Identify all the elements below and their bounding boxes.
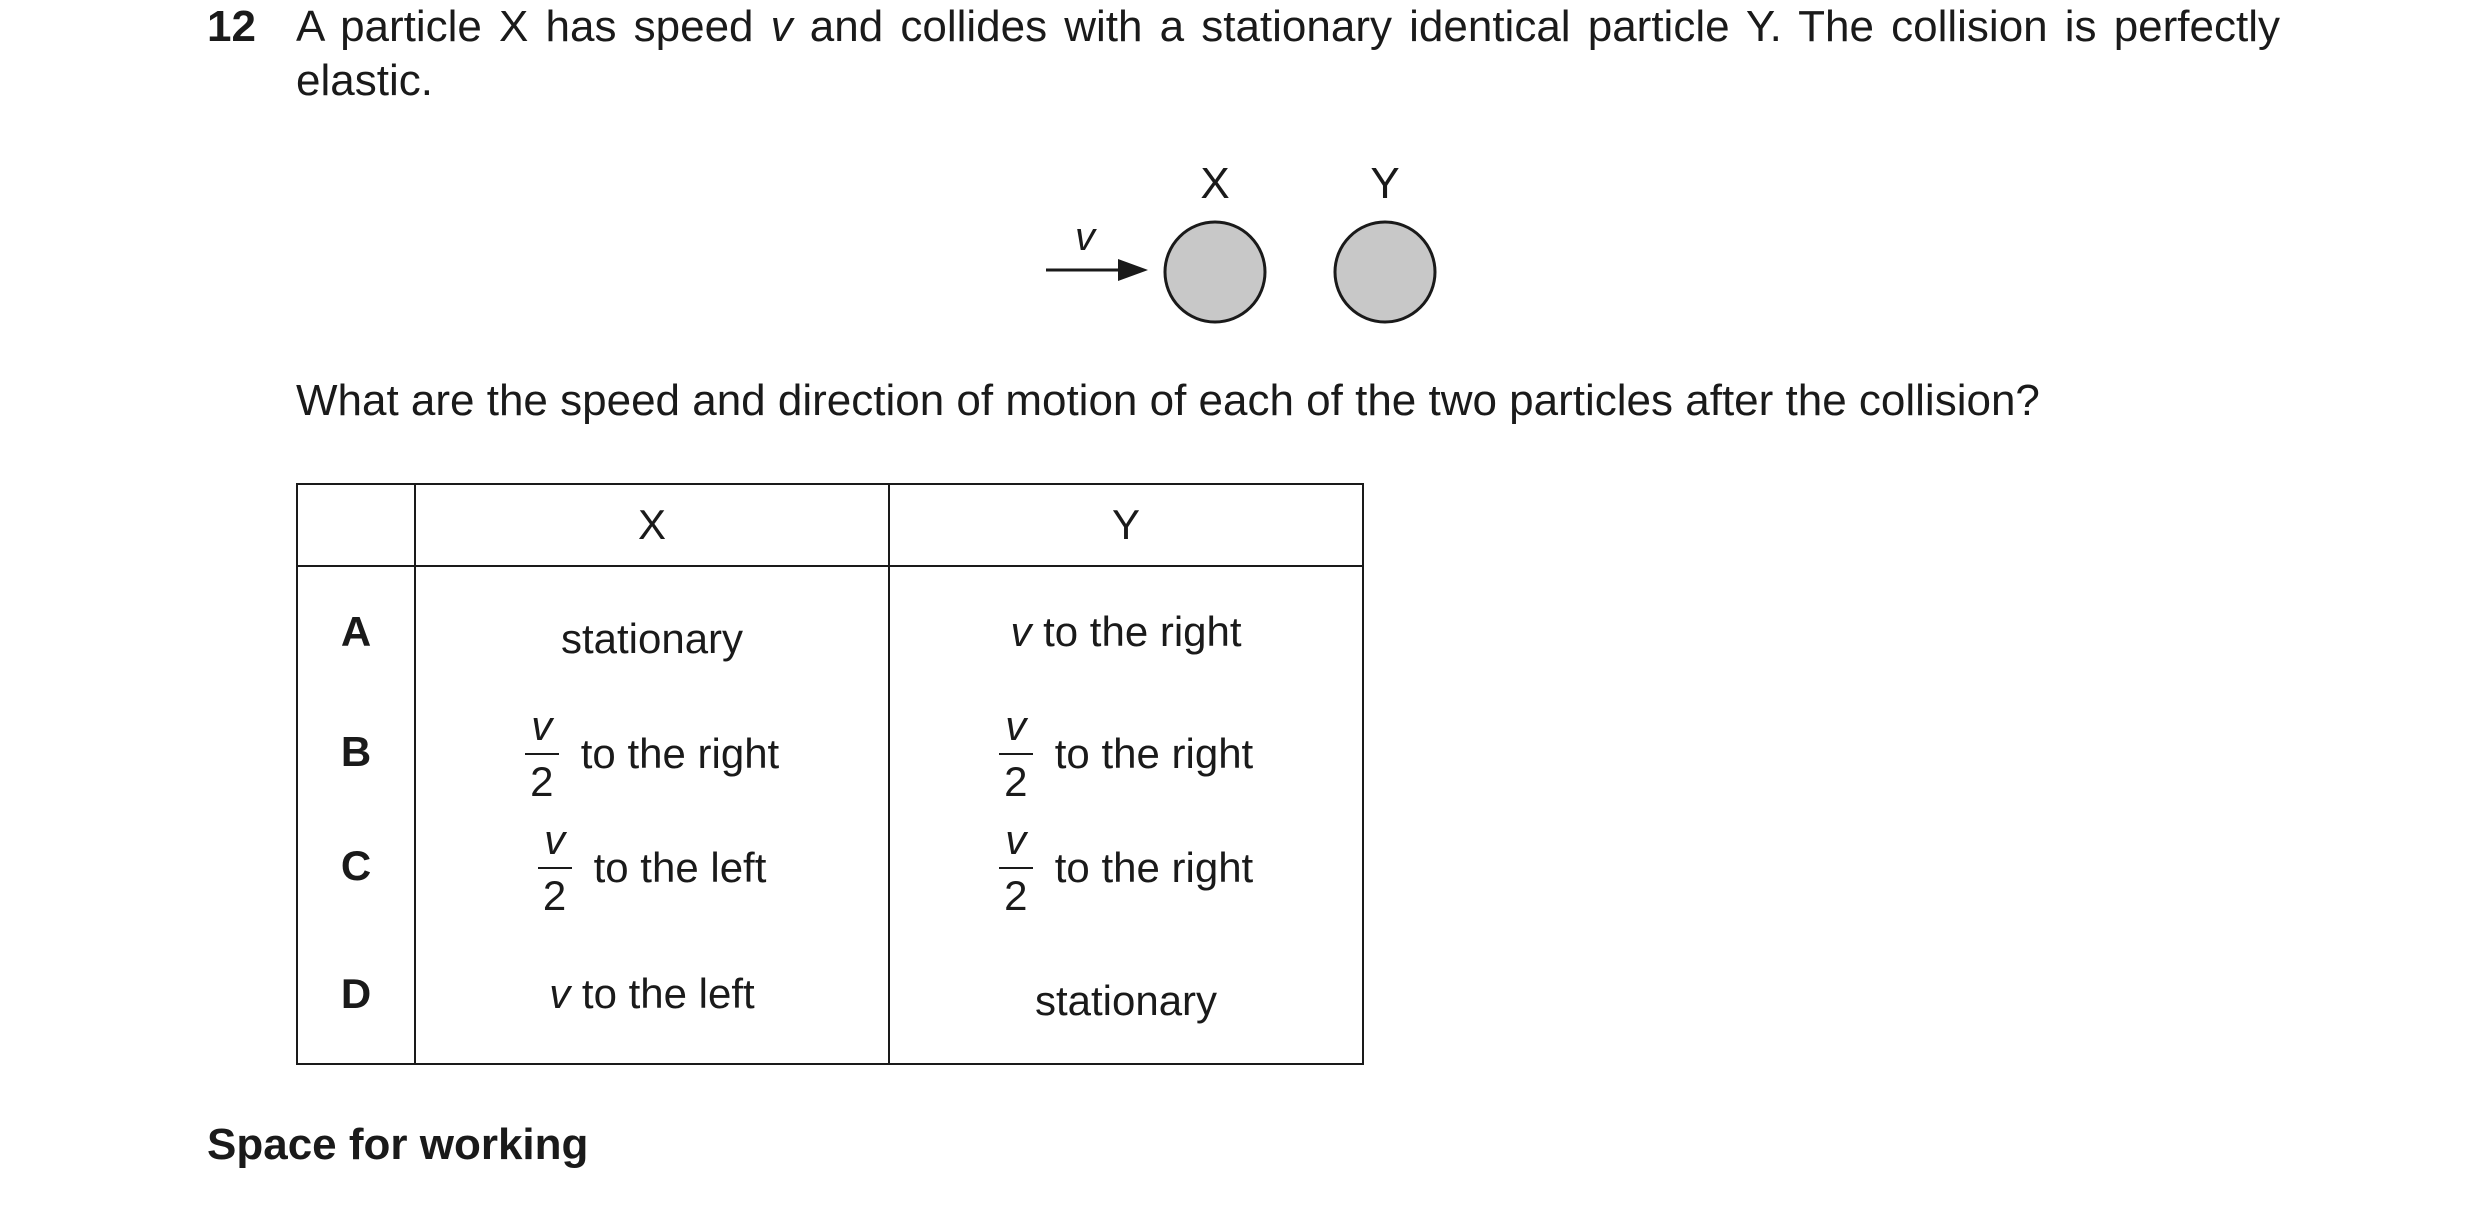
- cell-x: [415, 566, 889, 697]
- velocity-arrow-head: [1118, 259, 1148, 281]
- particle-y-label: Y: [1370, 159, 1400, 208]
- stem-part-1: A particle X has speed: [296, 2, 771, 51]
- cell-y: [889, 807, 1363, 925]
- collision-diagram: [0, 0, 2480, 360]
- particle-x-label: X: [1200, 159, 1230, 208]
- option-key: A: [297, 566, 415, 697]
- answer-table: [296, 483, 1364, 1065]
- header-key: [297, 484, 415, 566]
- stem-part-2: and collides with a stationary identical particle Y. The collision is perfectly elastic.: [296, 2, 2280, 105]
- cell-x: [415, 807, 889, 925]
- fraction-denominator: 2: [530, 757, 554, 805]
- cell-y-text: stationary: [1034, 977, 1218, 1024]
- cell-x-text: stationary: [560, 615, 744, 662]
- cell-y: [889, 566, 1363, 697]
- fraction: [525, 701, 559, 805]
- option-key: D: [297, 925, 415, 1064]
- question-prompt: What are the speed and direction of motion of each of the two particles after the collision?: [296, 376, 2040, 425]
- fraction-denominator: 2: [1004, 871, 1028, 919]
- table-header-row: [297, 484, 1363, 566]
- fraction-numerator: v: [999, 819, 1033, 869]
- cell-y-text: to the right: [1054, 729, 1254, 777]
- particle-y-circle: [1335, 222, 1435, 322]
- working-space-label: Space for working: [207, 1120, 589, 1169]
- cell-x: [415, 925, 889, 1064]
- header-x: X: [415, 484, 889, 566]
- fraction: [999, 701, 1033, 805]
- cell-y: [889, 697, 1363, 807]
- fraction: [538, 815, 572, 919]
- header-y: Y: [889, 484, 1363, 566]
- cell-y-var: v: [1010, 608, 1032, 655]
- answer-row-b: [297, 697, 1363, 807]
- cell-y-text: to the right: [1031, 608, 1242, 655]
- fraction-denominator: 2: [1004, 757, 1028, 805]
- option-key: C: [297, 807, 415, 925]
- cell-y-text: to the right: [1054, 843, 1254, 891]
- cell-x-text: to the left: [570, 970, 755, 1017]
- fraction-numerator: v: [999, 705, 1033, 755]
- cell-x-var: v: [549, 970, 571, 1017]
- cell-y: [889, 925, 1363, 1064]
- fraction: [999, 815, 1033, 919]
- fraction-denominator: 2: [542, 871, 567, 919]
- question-number: 12: [207, 2, 256, 51]
- particle-x-circle: [1165, 222, 1265, 322]
- velocity-label: v: [1075, 215, 1095, 259]
- fraction-numerator: v: [538, 819, 572, 869]
- fraction-numerator: v: [525, 705, 559, 755]
- cell-x-text: to the right: [580, 729, 780, 777]
- answer-row-c: [297, 807, 1363, 925]
- answer-row-d: [297, 925, 1363, 1064]
- cell-x-text: to the left: [593, 843, 767, 891]
- cell-x: [415, 697, 889, 807]
- stem-variable-v: v: [770, 2, 793, 51]
- option-key: B: [297, 697, 415, 807]
- answer-row-a: [297, 566, 1363, 697]
